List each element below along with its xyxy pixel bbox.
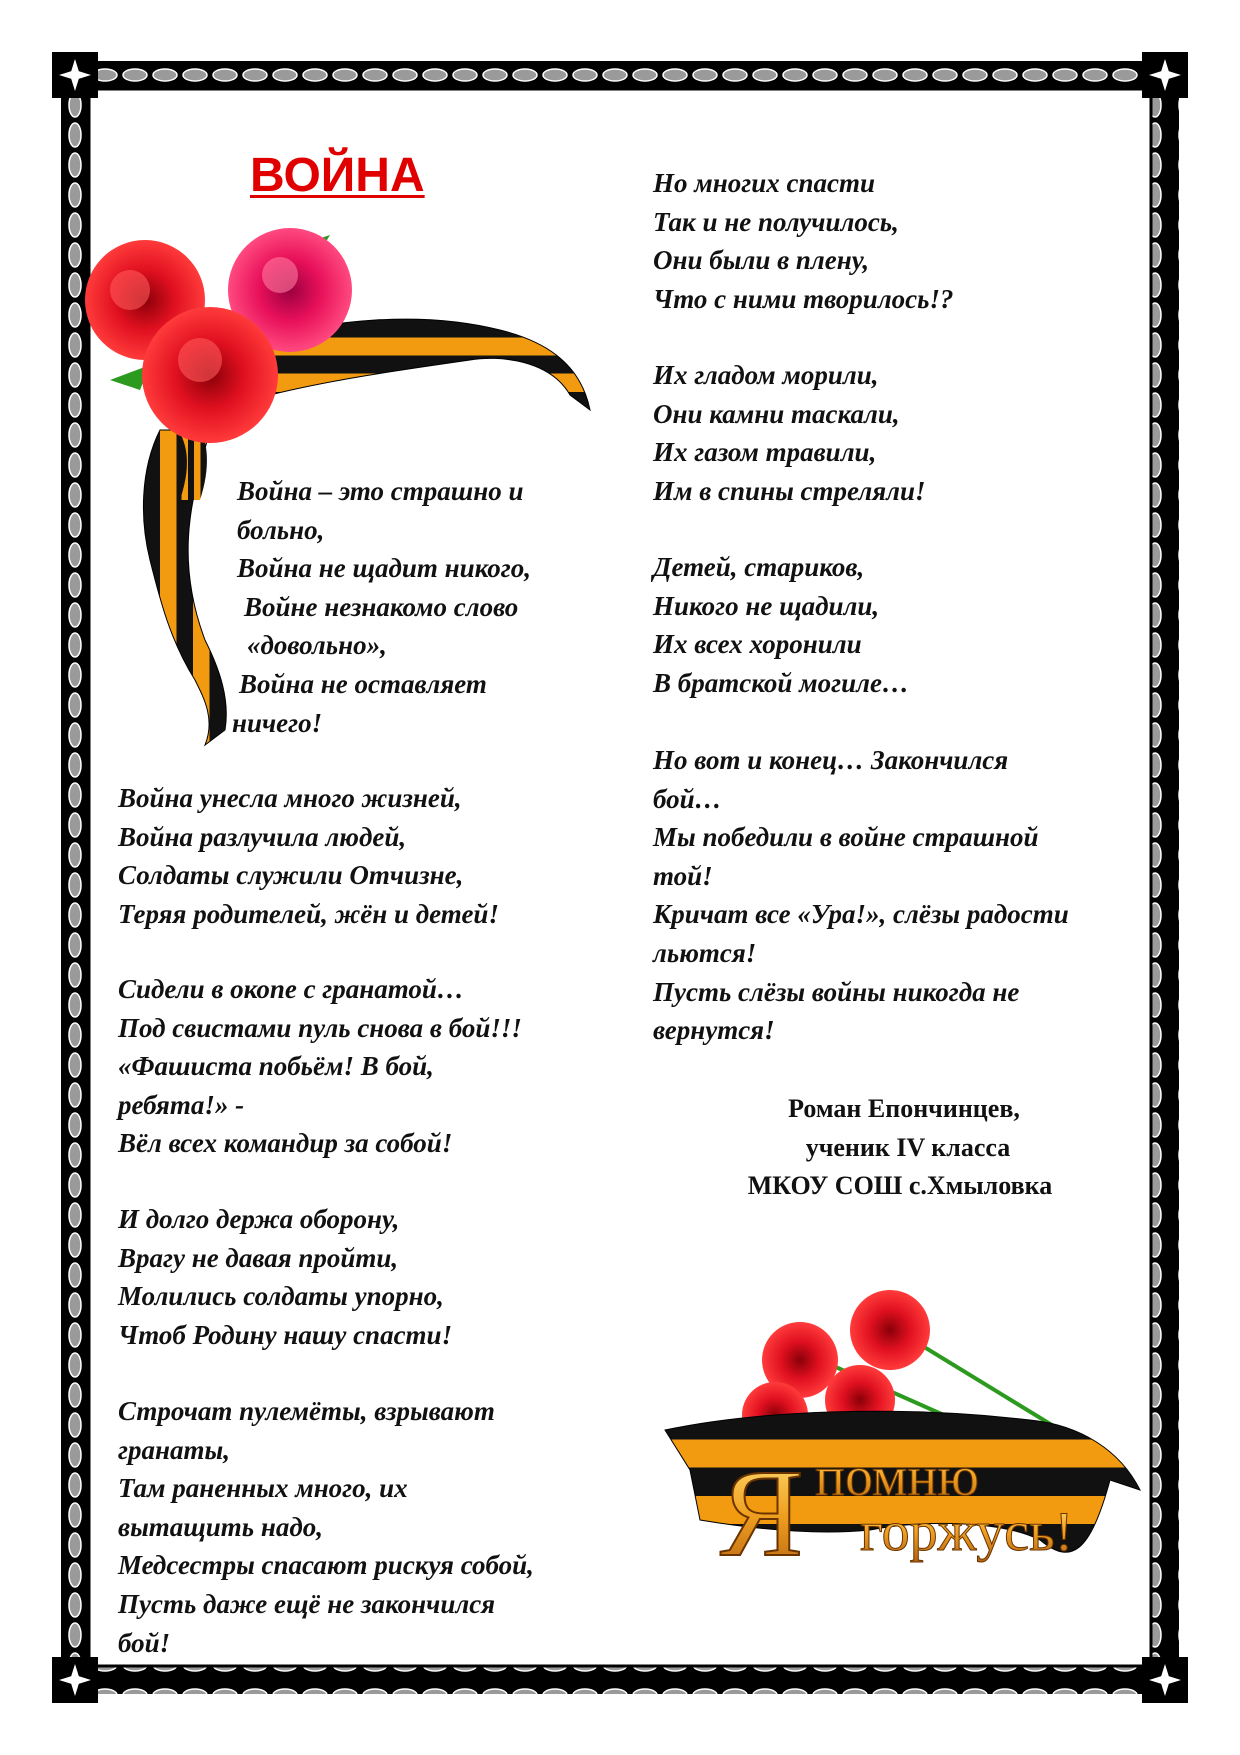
poem-line: «Фашиста побьём! В бой, xyxy=(118,1051,434,1082)
poem-line: Их газом травили, xyxy=(653,437,877,468)
poem-line: вытащить надо, xyxy=(118,1511,324,1542)
poem-line: Им в спины стреляли! xyxy=(653,475,926,506)
poem-line: Так и не получилось, xyxy=(653,206,899,237)
left-stanza-2 xyxy=(118,970,522,1163)
author-school: МКОУ СОШ с.Хмыловка xyxy=(747,1171,1053,1200)
poem-line: Их всех хоронили xyxy=(653,629,862,660)
svg-text:горжусь!: горжусь! xyxy=(860,1501,1074,1563)
poem-line: Мы победили в войне страшной xyxy=(653,822,1039,853)
poem-line: бой… xyxy=(653,783,722,814)
poem-line: Там раненных много, их xyxy=(118,1473,408,1504)
page-title: ВОЙНА xyxy=(250,149,425,202)
poem-line: Пусть даже ещё не закончился xyxy=(118,1588,496,1619)
poem-line: «довольно», xyxy=(247,630,387,661)
poem-line: Строчат пулемёты, взрывают xyxy=(118,1396,495,1426)
svg-text:Я: Я xyxy=(720,1445,804,1583)
left-stanza-4 xyxy=(118,1392,534,1662)
poem-line: Теряя родителей, жён и детей! xyxy=(118,898,499,929)
left-stanza-1 xyxy=(118,779,499,933)
poem-line: Врагу не давая пройти, xyxy=(118,1242,399,1273)
right-stanza-1 xyxy=(653,164,954,318)
poem-line: бой! xyxy=(118,1627,171,1658)
poem-line: ребята!» - xyxy=(118,1089,245,1120)
poem-line: Пусть слёзы войны никогда не xyxy=(653,976,1020,1007)
poem-line: Война унесла много жизней, xyxy=(118,783,462,813)
poem-line: Но вот и конец… Закончился xyxy=(653,745,1009,775)
poem-line: Солдаты служили Отчизне, xyxy=(118,860,464,891)
poem-line: той! xyxy=(653,860,713,891)
poem-line: льются! xyxy=(653,937,757,968)
poem-line: И долго держа оборону, xyxy=(118,1204,400,1234)
poem-line: Войне незнакомо слово xyxy=(244,591,519,622)
poem-line: Война не щадит никого, xyxy=(237,553,532,584)
poem-line: Сидели в окопе с гранатой… xyxy=(118,974,464,1004)
poem-line: Вёл всех командир за собой! xyxy=(118,1128,453,1159)
intro-stanza xyxy=(232,472,532,742)
poem-line: Детей, стариков, xyxy=(653,552,865,582)
poem-line: Война не оставляет xyxy=(239,668,487,699)
poem-line: Кричат все «Ура!», слёзы радости xyxy=(653,899,1069,930)
poem-line: В братской могиле… xyxy=(653,667,909,698)
right-stanza-3 xyxy=(653,548,909,702)
author-grade: ученик IV класса xyxy=(805,1132,1011,1162)
poem-line: больно, xyxy=(237,514,325,545)
poem-line: Никого не щадили, xyxy=(653,590,880,621)
poem-line: ничего! xyxy=(232,707,323,738)
poem-line: Они камни таскали, xyxy=(653,398,900,429)
poem-line: Медсестры спасают рискуя собой, xyxy=(118,1550,534,1581)
poem-line: Но многих спасти xyxy=(653,168,875,198)
poem-line: Что с ними творилось!? xyxy=(653,283,954,314)
poem-line: Молились солдаты упорно, xyxy=(118,1281,444,1312)
poem-line: Они были в плену, xyxy=(653,245,870,276)
poem-line: Их гладом морили, xyxy=(653,360,879,390)
poem-line: вернутся! xyxy=(653,1015,775,1046)
left-stanza-3 xyxy=(118,1200,452,1354)
poem-line: Война разлучила людей, xyxy=(118,821,407,852)
author-signature xyxy=(690,1090,1110,1206)
poem-line: Чтоб Родину нашу спасти! xyxy=(118,1319,453,1350)
right-stanza-2 xyxy=(653,356,926,510)
poem-line: Под свистами пуль снова в бой!!! xyxy=(118,1012,522,1043)
poem-line: гранаты, xyxy=(118,1434,230,1465)
svg-text:помню: помню xyxy=(815,1446,980,1508)
right-stanza-4 xyxy=(653,741,1069,1050)
author-name: Роман Епончинцев, xyxy=(788,1094,1020,1123)
poem-line: Война – это страшно и xyxy=(237,476,524,506)
